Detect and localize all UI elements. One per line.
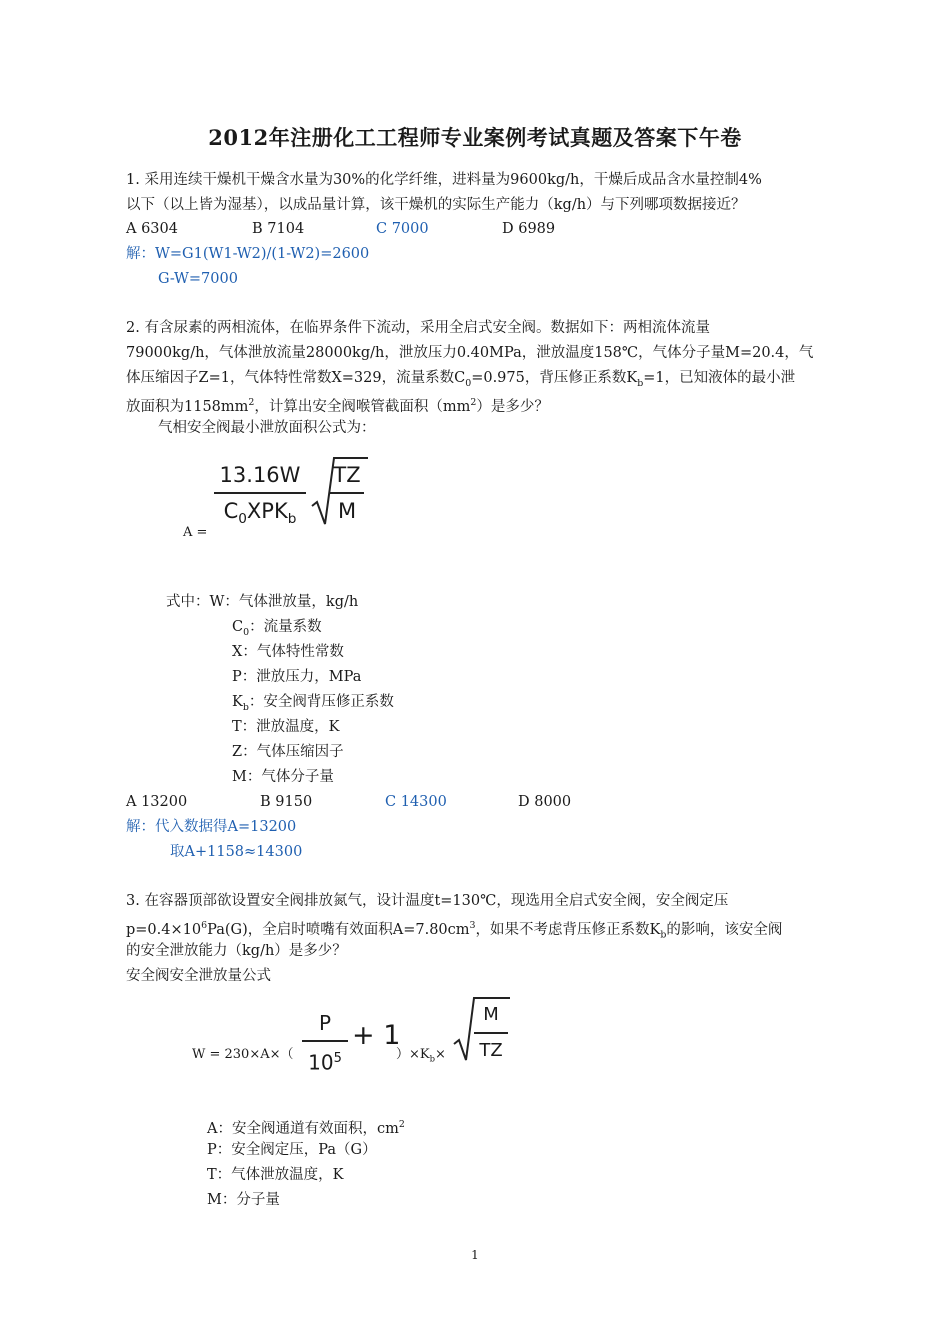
q3-formula-fraction: P $10^5$ — [302, 1010, 348, 1076]
q2-text-line3: 体压缩因子Z=1，气体特性常数X=329，流量系数$C_0=0.975$，背压修正系数$K_b=1$，已知液体的最小泄 — [126, 370, 796, 389]
q2-formula-lhs: A = — [183, 525, 208, 540]
q1-option-d: D 6989 — [502, 221, 556, 237]
q2-def-c0: $C_0$：流量系数 — [232, 619, 322, 638]
q2-formula-sqrt-fraction: TZ M — [330, 462, 364, 524]
q2-formula-intro: 气相安全阀最小泄放面积公式为： — [158, 420, 376, 436]
q3-def-a: A：安全阀通道有效面积，$cm^2$ — [207, 1119, 405, 1137]
q2-def-m: M：气体分子量 — [232, 769, 334, 785]
q1-option-b: B 7104 — [252, 221, 305, 237]
page-number: 1 — [471, 1248, 479, 1262]
q2-option-d: D 8000 — [518, 794, 572, 810]
q2-formula-denominator: $C_0XPK_b$ — [223, 499, 297, 528]
q1-option-c: C 7000 — [376, 221, 429, 237]
q3-def-m: M：分子量 — [207, 1192, 280, 1208]
q2-solution-line1: 解：代入数据得A=13200 — [126, 819, 297, 835]
q2-formula-numerator: 13.16W — [219, 463, 301, 487]
q1-solution-line1: 解：W=G1(W1-W2)/(1-W2)=2600 — [126, 246, 370, 262]
q2-text-line4: 放面积为$1158mm^2$，计算出安全阀喉管截面积$(mm^2)$是多少？ — [126, 397, 549, 415]
q2-def-x: X：气体特性常数 — [232, 644, 344, 660]
q2-text-line1: 2. 有含尿素的两相流体，在临界条件下流动，采用全启式安全阀。数据如下：两相流体流量 — [126, 320, 710, 336]
q1-option-a: A 6304 — [126, 221, 178, 237]
page-title: 2012年注册化工工程师专业案例考试真题及答案下午卷 — [208, 125, 742, 150]
q3-text-line2: $p=0.4\times 10^6Pa(G)$，全启时喷嘴有效面积$A=7.80cm^3$，如果不考虑背压修正系数$K_b$的影响，该安全阀 — [126, 920, 783, 941]
q2-option-c: C 14300 — [385, 794, 447, 810]
q1-solution-line2: G-W=7000 — [158, 271, 238, 287]
q2-def-z: Z：气体压缩因子 — [232, 744, 344, 760]
q3-def-t: T：气体泄放温度，K — [207, 1167, 344, 1183]
q3-formula-lhs: W = 230×A×（ — [192, 1047, 294, 1062]
q3-text-line1: 3. 在容器顶部欲设置安全阀排放氮气，设计温度t=130℃，现选用全启式安全阀，安全阀定压 — [126, 893, 729, 909]
q3-formula-sqrt-fraction: M TZ — [474, 1002, 508, 1064]
q1-text-line2: 以下（以上皆为湿基），以成品量计算，该干燥机的实际生产能力（kg/h）与下列哪项数据接近？ — [126, 197, 746, 213]
q2-def-t: T：泄放温度，K — [232, 719, 340, 735]
q2-option-b: B 9150 — [260, 794, 313, 810]
q2-def-kb: $K_b$：安全阀背压修正系数 — [232, 694, 394, 713]
q2-text-line2: 79000kg/h，气体泄放流量28000kg/h，泄放压力0.40MPa，泄放温度158℃，气体分子量M=20.4，气 — [126, 345, 814, 361]
q3-text-line3: 的安全泄放能力（kg/h）是多少？ — [126, 943, 347, 959]
q3-formula-plus-one: + 1 — [352, 1020, 401, 1051]
q1-text-line1: 1. 采用连续干燥机干燥含水量为30%的化学纤维，进料量为9600kg/h，干燥后成品含水量控制4% — [126, 172, 762, 188]
q2-solution-line2: 取A+1158≈14300 — [170, 844, 303, 860]
q2-defs-head: 式中：W：气体泄放量，kg/h — [166, 594, 359, 610]
q3-formula-intro: 安全阀安全泄放量公式 — [126, 968, 271, 984]
q2-option-a: A 13200 — [126, 794, 188, 810]
q2-def-p: P：泄放压力，MPa — [232, 669, 362, 685]
q2-formula-fraction — [214, 462, 306, 532]
q3-formula-mid: ）$\times K_b\times$ — [396, 1047, 446, 1064]
q3-def-p: P：安全阀定压，Pa（G） — [207, 1142, 377, 1158]
